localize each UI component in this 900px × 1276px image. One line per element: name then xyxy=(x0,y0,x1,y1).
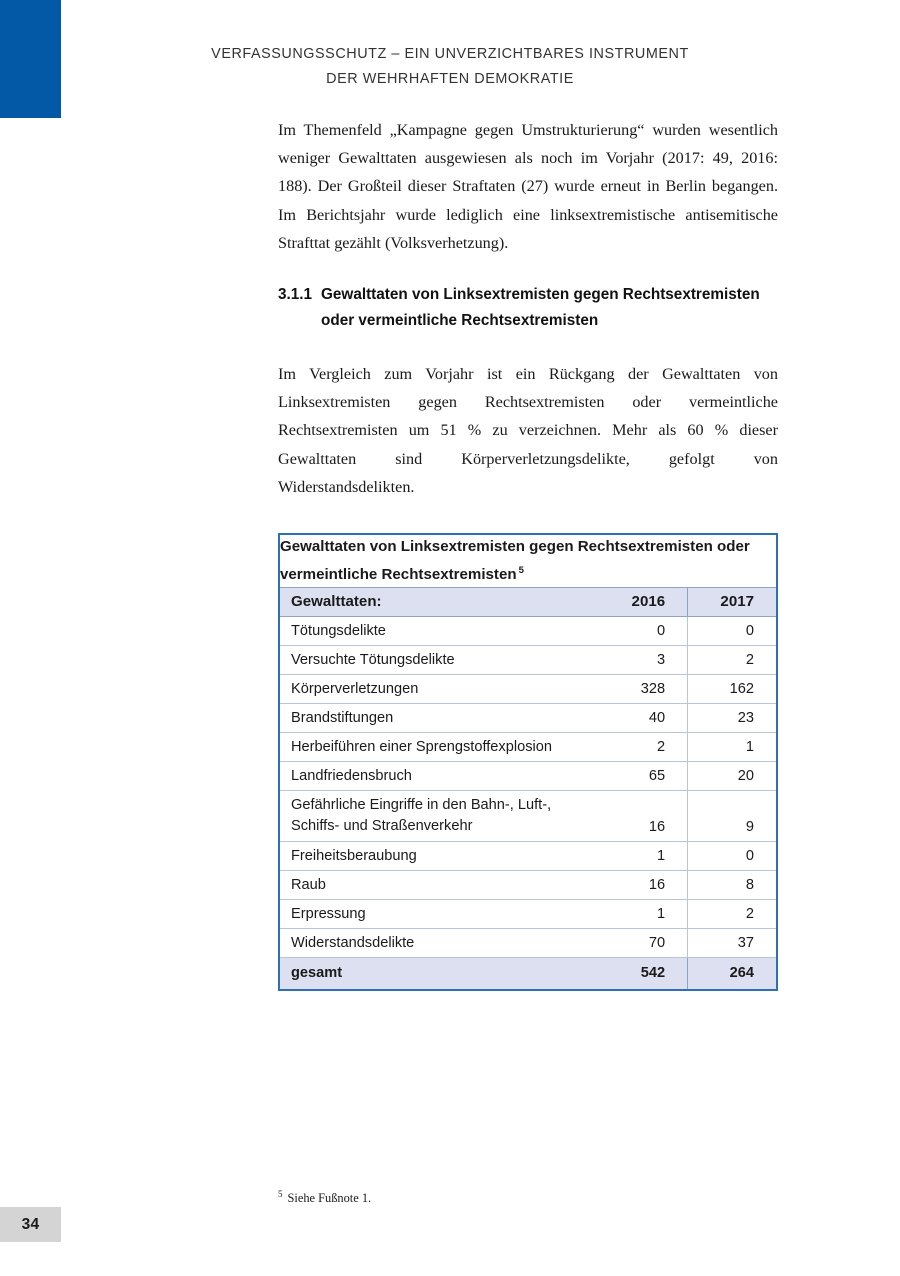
row-value-2016: 328 xyxy=(599,675,687,704)
page-number: 34 xyxy=(21,1215,40,1233)
row-label: Herbeiführen einer Sprengstoffexplosion xyxy=(280,733,599,762)
row-value-2017: 23 xyxy=(688,704,776,733)
statistics-table xyxy=(280,535,776,989)
footnote-text: Siehe Fußnote 1. xyxy=(287,1191,372,1206)
footnote-marker: 5 xyxy=(278,1189,283,1199)
row-label: Versuchte Tötungsdelikte xyxy=(280,646,599,675)
statistics-table-container xyxy=(278,533,778,991)
section-heading-3-1-1 xyxy=(278,282,778,334)
paragraph-intro: Im Themenfeld „Kampagne gegen Umstrukturierung“ wurden wesentlich weniger Gewalttaten ausgewiesen als noch im Vorjahr (2017: 49, 2016: 188). Der Großteil dieser Straftaten (27) wurde erneut in Berlin begangen. Im Berichtsjahr wurde lediglich eine linksextremistische antisemitische Strafttat gezählt (Volksverhetzung). xyxy=(278,121,778,252)
row-value-2017: 162 xyxy=(688,675,776,704)
row-value-2017: 8 xyxy=(688,871,776,900)
row-value-2016: 1 xyxy=(599,842,687,871)
total-value-2017: 264 xyxy=(688,958,776,990)
running-head-line-2: DER WEHRHAFTEN DEMOKRATIE xyxy=(326,71,574,87)
row-label: Raub xyxy=(280,871,599,900)
page-content xyxy=(278,116,778,991)
column-header-2017: 2017 xyxy=(688,588,776,617)
table-row xyxy=(280,733,776,762)
row-value-2017: 9 xyxy=(688,791,776,842)
table-row xyxy=(280,675,776,704)
column-header-category: Gewalttaten: xyxy=(280,588,599,617)
row-label: Erpressung xyxy=(280,900,599,929)
table-row xyxy=(280,929,776,958)
row-label: Brandstiftungen xyxy=(280,704,599,733)
row-value-2016: 0 xyxy=(599,617,687,646)
row-value-2017: 0 xyxy=(688,617,776,646)
table-total-row xyxy=(280,958,776,990)
row-label: Widerstandsdelikte xyxy=(280,929,599,958)
section-heading-number: 3.1.1 xyxy=(278,286,313,304)
accent-corner-block xyxy=(0,0,61,118)
row-value-2017: 20 xyxy=(688,762,776,791)
table-caption xyxy=(280,535,776,588)
table-caption-footnote-marker: 5 xyxy=(518,565,524,577)
row-value-2016: 1 xyxy=(599,900,687,929)
footnote xyxy=(278,1186,778,1207)
running-head xyxy=(190,42,710,92)
row-value-2016: 40 xyxy=(599,704,687,733)
row-value-2017: 37 xyxy=(688,929,776,958)
row-value-2017: 2 xyxy=(688,646,776,675)
table-row xyxy=(280,871,776,900)
page-number-box xyxy=(0,1207,61,1242)
table-row xyxy=(280,900,776,929)
row-label: Tötungsdelikte xyxy=(280,617,599,646)
row-value-2016: 16 xyxy=(599,871,687,900)
section-heading-text: Gewalttaten von Linksextremisten gegen Rechtsextremisten oder vermeintliche Rechtsextremisten xyxy=(321,286,760,330)
running-head-line-1: VERFASSUNGSSCHUTZ – EIN UNVERZICHTBARES INSTRUMENT xyxy=(211,46,689,62)
row-value-2016: 16 xyxy=(599,791,687,842)
table-row xyxy=(280,646,776,675)
row-value-2016: 2 xyxy=(599,733,687,762)
row-value-2016: 70 xyxy=(599,929,687,958)
row-value-2017: 1 xyxy=(688,733,776,762)
total-value-2016: 542 xyxy=(599,958,687,990)
table-row xyxy=(280,762,776,791)
row-label: Gefährliche Eingriffe in den Bahn-, Luft-, Schiffs- und Straßenverkehr xyxy=(280,791,599,842)
table-row xyxy=(280,617,776,646)
table-row xyxy=(280,704,776,733)
row-label: Freiheitsberaubung xyxy=(280,842,599,871)
row-value-2016: 3 xyxy=(599,646,687,675)
row-label: Landfriedensbruch xyxy=(280,762,599,791)
paragraph-summary: Im Vergleich zum Vorjahr ist ein Rückgang der Gewalttaten von Linksextremisten gegen Rechtsextremisten oder vermeintliche Rechtsextremisten um 51 % zu verzeichnen. Mehr als 60 % dieser Gewalttaten sind Körperverletzungsdelikte, gefolgt von Widerstandsdelikten. xyxy=(278,365,778,496)
row-value-2016: 65 xyxy=(599,762,687,791)
total-label: gesamt xyxy=(280,958,599,990)
row-label: Körperverletzungen xyxy=(280,675,599,704)
table-caption-row xyxy=(280,535,776,588)
row-value-2017: 2 xyxy=(688,900,776,929)
table-caption-text: Gewalttaten von Linksextremisten gegen Rechtsextremisten oder vermeintliche Rechtsextremisten xyxy=(280,538,750,584)
table-row xyxy=(280,791,776,842)
column-header-2016: 2016 xyxy=(599,588,687,617)
table-row xyxy=(280,842,776,871)
table-header-row xyxy=(280,588,776,617)
row-value-2017: 0 xyxy=(688,842,776,871)
